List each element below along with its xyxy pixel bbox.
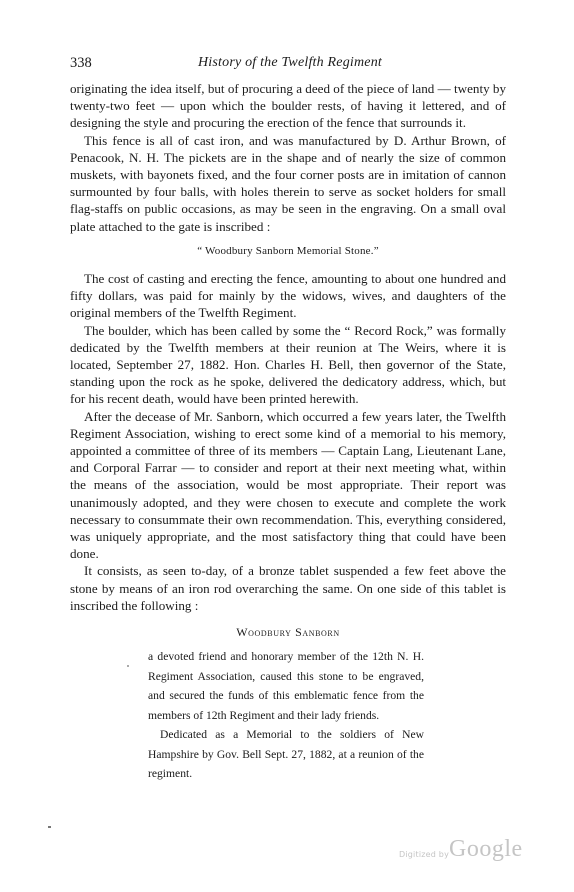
tablet-inscription — [148, 647, 424, 784]
tablet-inscription-line: a devoted friend and honorary member of the 12th N. H. Regiment Association, caused this stone to be engraved, and secured the funds of this emblematic fence from the members of 12th Regiment and their lady friends. — [148, 650, 424, 722]
page-header — [70, 55, 510, 75]
digitized-watermark — [399, 836, 529, 866]
page-number: 338 — [70, 55, 92, 71]
scan-speck — [127, 665, 129, 667]
paragraph: The cost of casting and erecting the fence, amounting to about one hundred and fifty dollars, was paid for mainly by the widows, wives, and daughters of the original members of the Twelfth Regiment. — [70, 271, 506, 321]
watermark-small-text: Digitized by — [399, 850, 449, 859]
body-text — [70, 80, 506, 784]
running-head: History of the Twelfth Regiment — [197, 55, 383, 70]
paragraph: The boulder, which has been called by some the “ Record Rock,” was formally dedicated by the Twelfth members at their reunion at The Weirs, where it is located, September 27, 1882. Hon. Charles H. Bell, then governor of the State, standing upon the rock as he spoke, delivered the dedicatory address, which, but for his recent death, would have been printed herewith. — [70, 322, 506, 407]
watermark-logo-text: Google — [449, 836, 523, 862]
paragraph: originating the idea itself, but of procuring a deed of the piece of land — twenty by twenty-two feet — upon which the boulder rests, of having it lettered, and of designing the style and procuring the erection of the fence that surrounds it. — [70, 81, 506, 131]
tablet-inscription-line: Dedicated as a Memorial to the soldiers of New Hampshire by Gov. Bell Sept. 27, 1882, at a reunion of the regiment. — [148, 728, 424, 781]
plate-inscription: “ Woodbury Sanborn Memorial Stone.” — [197, 244, 379, 257]
paragraph: After the decease of Mr. Sanborn, which occurred a few years later, the Twelfth Regiment Association, wishing to erect some kind of a memorial to his memory, appointed a committee of three of its members — Captain Lang, Lieutenant Lane, and Corporal Farrar — to consider and report at their next meeting what, within the means of the association, would be most appropriate. Their report was unanimously adopted, and they were chosen to execute and complete the work necessary to consummate their own recommendation. This, everything considered, was uniquely appropriate, and the most satisfactory thing that could have been done. — [70, 408, 506, 562]
scan-speck — [48, 826, 51, 828]
tablet-inscription-heading: Woodbury Sanborn — [236, 625, 340, 640]
paragraph: It consists, as seen to-day, of a bronze tablet suspended a few feet above the stone by means of an iron rod overarching the same. On one side of this tablet is inscribed the following : — [70, 563, 506, 613]
paragraph: This fence is all of cast iron, and was manufactured by D. Arthur Brown, of Penacook, N. H. The pickets are in the shape and of nearly the size of common muskets, with bayonets fixed, and the four corner posts are in imitation of cannon surmounted by four balls, with holes therein to serve as socket holders for small flag-staffs on public occasions, as may be seen in the engraving. On a small oval plate attached to the gate is inscribed : — [70, 132, 506, 234]
